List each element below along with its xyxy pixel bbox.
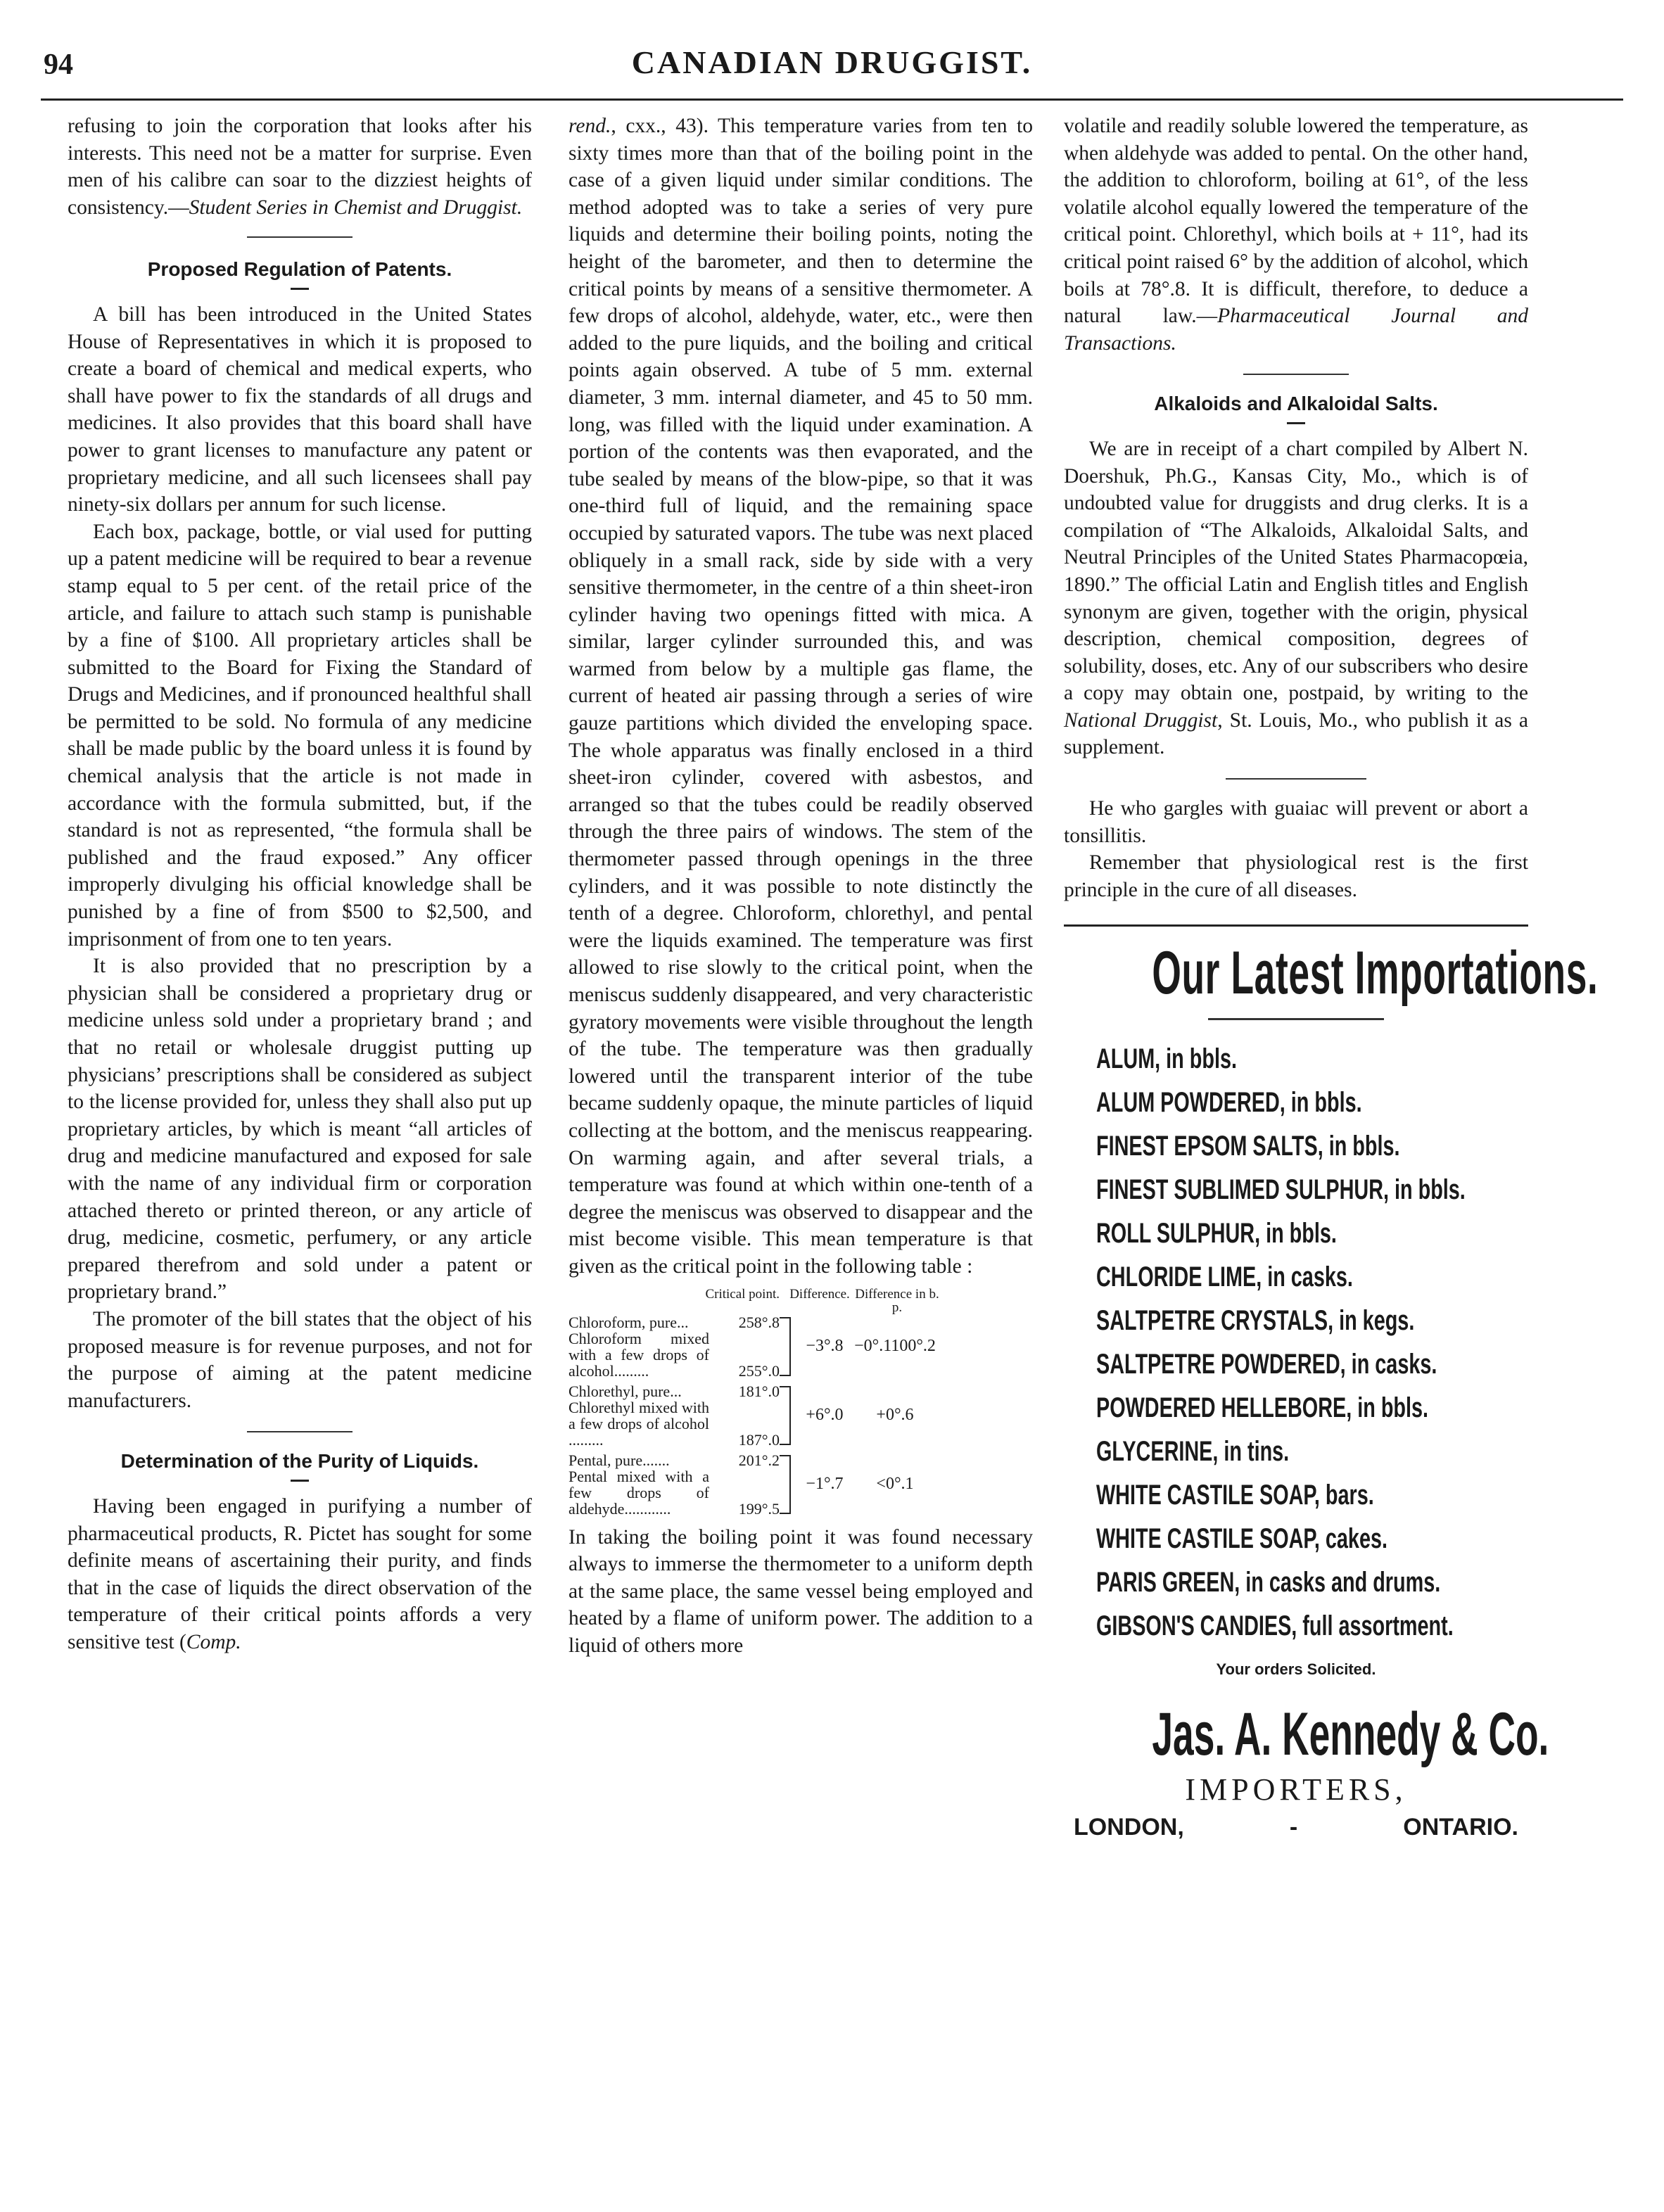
column-header-difference: Difference. — [789, 1286, 850, 1302]
journal-reference: National Druggist — [1064, 708, 1218, 732]
advertisement — [1064, 939, 1599, 1841]
article-heading-alkaloids: Alkaloids and Alkaloidal Salts. — [1154, 393, 1438, 415]
ad-solicit-line: Your orders Solicited. — [1216, 1660, 1376, 1679]
table-row: Chloroform mixed with a few drops of alcohol......... 255°.0 — [569, 1329, 780, 1380]
column-3 — [1064, 113, 1599, 1841]
brace — [780, 1386, 791, 1445]
ad-product-list — [1096, 1037, 1528, 1648]
paragraph: Each box, package, bottle, or vial used for putting up a patent medicine will be required to bear a revenue stamp equal to 5 per cent. of the retail price of the article, and failure to attach such stamp is punishable by a fine of $100. All proprietary articles shall be submitted to the Board for Fixing the Standard of Drugs and Medicines, and if pronounced healthful shall be permitted to be sold. No formula of any medicine shall be made public by the board unless it is found by chemical analysis that the article is not made in accordance with the formula submitted, but, if the standard is not as represented, “the formula shall be published and the fraud exposed.” Any officer improperly divulging his official knowledge shall be punished by a fine of from $500 to $2,500, and imprisonment of from one to ten years. — [68, 520, 532, 951]
ad-dash: - — [1289, 1813, 1298, 1841]
ad-address — [1074, 1814, 1518, 1841]
ad-divider — [1208, 1018, 1384, 1020]
ad-city: LONDON, — [1074, 1813, 1184, 1841]
ad-province: ONTARIO. — [1403, 1813, 1518, 1841]
paragraph: In taking the boiling point it was found necessary always to immerse the thermometer to a uniform depth at the same place, the same vessel being employed and heated by a flame of uniform power. The addition to a liquid of others more — [569, 1525, 1033, 1657]
paragraph: It is also provided that no prescription by a physician shall be considered a proprietary drug or medicine unless sold under a proprietary brand ; and that no retail or wholesale druggist putting up physicians’ prescriptions shall be considered as subject to the license provided for, unless they shall also put up proprietary articles, by which is meant “all articles of drug and medicine manufactured and exposed for sale with the name of any individual firm or corporation attached thereto or printed thereon, or any article of drug, medicine, cosmetic, perfumery, or any article prepared therefrom and sold under a patent or proprietary brand.” — [68, 955, 532, 1304]
list-item: GIBSON'S CANDIES, full assortment. — [1096, 1610, 1454, 1642]
article-heading-liquids: Determination of the Purity of Liquids. — [120, 1450, 479, 1473]
list-item: WHITE CASTILE SOAP, cakes. — [1096, 1523, 1387, 1555]
ad-title: Our Latest Importations. — [1152, 939, 1599, 1008]
list-item: SALTPETRE POWDERED, in casks. — [1096, 1349, 1437, 1380]
paragraph: We are in receipt of a chart compiled by Albert N. Doershuk, Ph.G., Kansas City, Mo., which is of undoubted value for druggists and drug clerks. It is a compilation of “The Alkaloids, Alkaloidal Salts, and Neutral Principles of the United States Pharmacopœia, 1890.” The official Latin and English titles and English synonym are given, together with the origin, physical description, chemical composition, degrees of solubility, doses, etc. Any of our subscribers who desire a copy may obtain one, postpaid, by writing to the National Druggist, St. Louis, Mo., who publish it as a supplement. — [1064, 437, 1529, 759]
table-header — [569, 1288, 1033, 1314]
list-item: SALTPETRE CRYSTALS, in kegs. — [1096, 1305, 1415, 1337]
ad-importers: IMPORTERS, — [1185, 1772, 1407, 1807]
ad-top-rule — [1064, 924, 1528, 927]
table-row: Pental, pure....... 201°.2 — [569, 1451, 780, 1469]
paragraph: He who gargles with guaiac will prevent or abort a tonsillitis. — [1064, 797, 1528, 847]
continued-paragraph: refusing to join the corporation that looks after his interests. This need not be a matter for surprise. Even men of his calibre can soar to the dizziest heights of consistency.—Student Series in Chemist and Druggist. — [68, 115, 532, 219]
column-2 — [569, 113, 1033, 1660]
list-item: ROLL SULPHUR, in bbls. — [1096, 1218, 1337, 1250]
page-number: 94 — [44, 49, 73, 81]
section-divider — [1226, 778, 1366, 780]
list-item: GLYCERINE, in tins. — [1096, 1436, 1290, 1468]
paragraph: Having been engaged in purifying a number of pharmaceutical products, R. Pictet has sought for some definite means of ascertaining their purity, and finds that in the case of liquids the direct observation of the temperature of their critical points affords a very sensitive test (Comp. — [68, 1494, 532, 1653]
journal-title: CANADIAN DRUGGIST. — [631, 44, 1033, 80]
list-item: FINEST SUBLIMED SULPHUR, in bbls. — [1096, 1174, 1466, 1206]
list-item: ALUM, in bbls. — [1096, 1043, 1237, 1075]
article-heading-patents: Proposed Regulation of Patents. — [147, 258, 452, 281]
table-row: Chloroform, pure... 258°.8 — [569, 1313, 780, 1331]
table-row: Pental mixed with a few drops of aldehyde............ 199°.5 — [569, 1467, 780, 1518]
source-citation: Pharmaceutical Journal and Transactions. — [1064, 305, 1528, 355]
list-item: PARIS GREEN, in casks and drums. — [1096, 1567, 1441, 1598]
table-row-group: Chloroform, pure... 258°.8 Chloroform mixed with a few drops of alcohol......... 255°.0 −3°.8 −0°.1100°.2 — [569, 1313, 936, 1380]
list-item: CHLORIDE LIME, in casks. — [1096, 1261, 1353, 1293]
ad-company-name: Jas. A. Kennedy & Co. — [1152, 1701, 1549, 1769]
source-citation: Student Series in Chemist and Druggist. — [189, 196, 523, 219]
journal-reference: Comp. — [186, 1630, 241, 1653]
heading-rule — [1287, 422, 1305, 424]
brace — [780, 1455, 791, 1514]
journal-reference: rend. — [569, 115, 611, 137]
list-item: ALUM POWDERED, in bbls. — [1096, 1087, 1362, 1119]
continued-paragraph: rend., cxx., 43). This temperature varies from ten to sixty times more than that of the boiling point in the case of a given liquid under similar conditions. The method adopted was to take a series of very pure liquids and determine their boiling points, noting the height of the barometer, and then to determine the critical points by means of a sensitive thermometer. A few drops of alcohol, aldehyde, water, etc., were then added to the pure liquids, and the boiling and critical points again observed. A tube of 5 mm. external diameter, 3 mm. internal diameter, and 45 to 50 mm. long, was filled with the liquid under examination. A portion of the contents was then evaporated, and the tube sealed by means of the blow-pipe, so that it was one-third full of liquid, and the remaining space occupied by saturated vapors. The tube was next placed obliquely in a small rack, side by side with a very sensitive thermometer, in the centre of a thin sheet-iron cylinder having two openings fitted with mica. A similar, larger cylinder surrounded this, and was warmed from below by a multiple gas flame, the current of heated air passing through a series of wire gauze partitions which divided the enveloping space. The whole apparatus was finally enclosed in a third sheet-iron cylinder, covered with asbestos, and arranged so that the tubes could be readily observed through the three pairs of windows. The stem of the thermometer passed through openings in the three cylinders, and it was possible to note distinctly the tenth of a degree. Chloroform, chlorethyl, and pental were the liquids examined. The temperature was first allowed to rise slowly to the critical point, when the meniscus suddenly disappeared, and very characteristic gyratory movements were visible throughout the length of the tube. The temperature was then gradually lowered until the transparent interior of the tube became suddenly opaque, the minute particles of liquid collecting at the bottom, and the meniscus reappearing. On warming again, and after several trials, a temperature was found at which within one-tenth of a degree the meniscus was observed to disappear and the mist become visible. This mean temperature is that given as the critical point in the following table : — [569, 115, 1033, 1278]
critical-point-table — [569, 1288, 1033, 1517]
table-row: Chlorethyl, pure... 181°.0 — [569, 1382, 780, 1400]
section-divider — [247, 1431, 353, 1432]
paragraph: A bill has been introduced in the United States House of Representatives in which it is proposed to create a board of chemical and medical experts, who shall have power to fix the standards of all drugs and medicines. It also provides that this board shall have power to grant licenses to manufacture any patent or proprietary medicine, and all such licensees shall pay ninety-six dollars per annum for such license. — [68, 303, 532, 516]
paragraph: The promoter of the bill states that the object of his proposed measure is for revenue purposes, and not for the purpose of aiming at the patent medicine manufacturers. — [68, 1307, 532, 1412]
section-divider — [247, 236, 353, 238]
heading-rule — [291, 288, 309, 290]
column-header-critical: Critical point. — [705, 1286, 780, 1302]
continued-paragraph: volatile and readily soluble lowered the temperature, as when aldehyde was added to pental. On the other hand, the addition to chloroform, boiling at 61°, of the less volatile alcohol equally lowered the temperature of the critical point. Chlorethyl, which boils at + 11°, had its critical point raised 6° by the addition of alcohol, which boils at 78°.8. It is difficult, therefore, to deduce a natural law.—Pharmaceutical Journal and Transactions. — [1064, 115, 1528, 355]
column-header-bp: Difference in b. p. — [855, 1286, 939, 1315]
section-divider — [1243, 374, 1349, 375]
list-item: FINEST EPSOM SALTS, in bbls. — [1096, 1131, 1400, 1162]
paragraph: Remember that physiological rest is the first principle in the cure of all diseases. — [1064, 851, 1528, 901]
header-rule — [41, 98, 1623, 101]
brace — [780, 1317, 791, 1376]
table-row: Chlorethyl mixed with a few drops of alcohol ......... 187°.0 — [569, 1398, 780, 1449]
heading-rule — [291, 1480, 309, 1482]
table-row-group: Pental, pure....... 201°.2 Pental mixed with a few drops of aldehyde............ 199°.5 −1°.7 <0°.1 — [569, 1451, 914, 1518]
list-item: WHITE CASTILE SOAP, bars. — [1096, 1480, 1374, 1511]
column-1 — [68, 113, 532, 1655]
list-item: POWDERED HELLEBORE, in bbls. — [1096, 1392, 1429, 1424]
table-row-group: Chlorethyl, pure... 181°.0 Chlorethyl mixed with a few drops of alcohol ......... 187°.0 +6°.0 +0°.6 — [569, 1382, 914, 1449]
